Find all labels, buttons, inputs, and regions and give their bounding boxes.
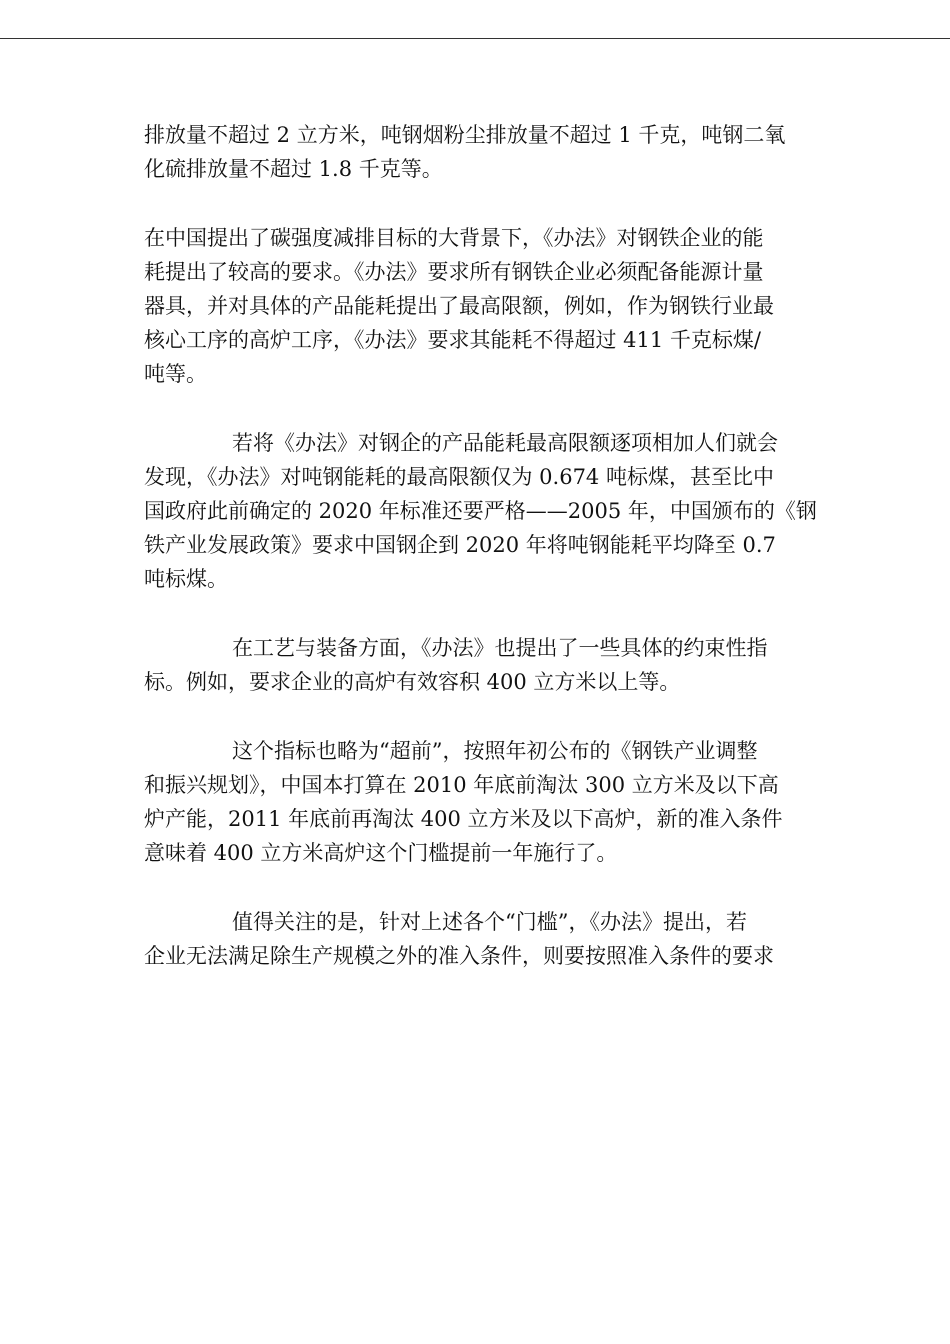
text-line: 和振兴规划》，中国本打算在 2010 年底前淘汰 300 立方米及以下高 <box>144 773 779 797</box>
text-line: 在中国提出了碳强度减排目标的大背景下，《办法》对钢铁企业的能 <box>144 226 764 250</box>
text-line: 标。例如，要求企业的高炉有效容积 400 立方米以上等。 <box>144 670 681 694</box>
text-line: 吨等。 <box>144 362 207 386</box>
text-line: 化硫排放量不超过 1.8 千克等。 <box>144 157 443 181</box>
text-line: 若将《办法》对钢企的产品能耗最高限额逐项相加人们就会 <box>232 431 778 455</box>
text-line: 核心工序的高炉工序，《办法》要求其能耗不得超过 411 千克标煤/ <box>144 328 762 352</box>
text-line: 排放量不超过 2 立方米，吨钢烟粉尘排放量不超过 1 千克，吨钢二氧 <box>144 123 786 147</box>
paragraph <box>144 221 809 391</box>
text-line: 意味着 400 立方米高炉这个门槛提前一年施行了。 <box>144 841 618 865</box>
paragraph <box>144 426 817 596</box>
text-line: 器具，并对具体的产品能耗提出了最高限额，例如，作为钢铁行业最 <box>144 294 774 318</box>
paragraph <box>144 631 809 699</box>
text-line: 炉产能，2011 年底前再淘汰 400 立方米及以下高炉，新的准入条件 <box>144 807 783 831</box>
text-line: 值得关注的是，针对上述各个“门槛”，《办法》提出，若 <box>232 910 747 934</box>
text-line: 吨标煤。 <box>144 567 228 591</box>
paragraph <box>144 905 809 973</box>
text-line: 铁产业发展政策》要求中国钢企到 2020 年将吨钢能耗平均降至 0.7 <box>144 533 776 557</box>
header-rule <box>0 38 950 39</box>
text-line: 国政府此前确定的 2020 年标准还要严格——2005 年，中国颁布的《钢 <box>144 499 817 523</box>
text-line: 发现，《办法》对吨钢能耗的最高限额仅为 0.674 吨标煤，甚至比中 <box>144 465 774 489</box>
text-line: 企业无法满足除生产规模之外的准入条件，则要按照准入条件的要求 <box>144 944 774 968</box>
document-body <box>144 118 817 973</box>
text-line: 耗提出了较高的要求。《办法》要求所有钢铁企业必须配备能源计量 <box>144 260 764 284</box>
paragraph <box>144 118 809 186</box>
paragraph <box>144 734 809 870</box>
text-line: 这个指标也略为“超前”，按照年初公布的《钢铁产业调整 <box>232 739 758 763</box>
text-line: 在工艺与装备方面，《办法》也提出了一些具体的约束性指 <box>232 636 768 660</box>
